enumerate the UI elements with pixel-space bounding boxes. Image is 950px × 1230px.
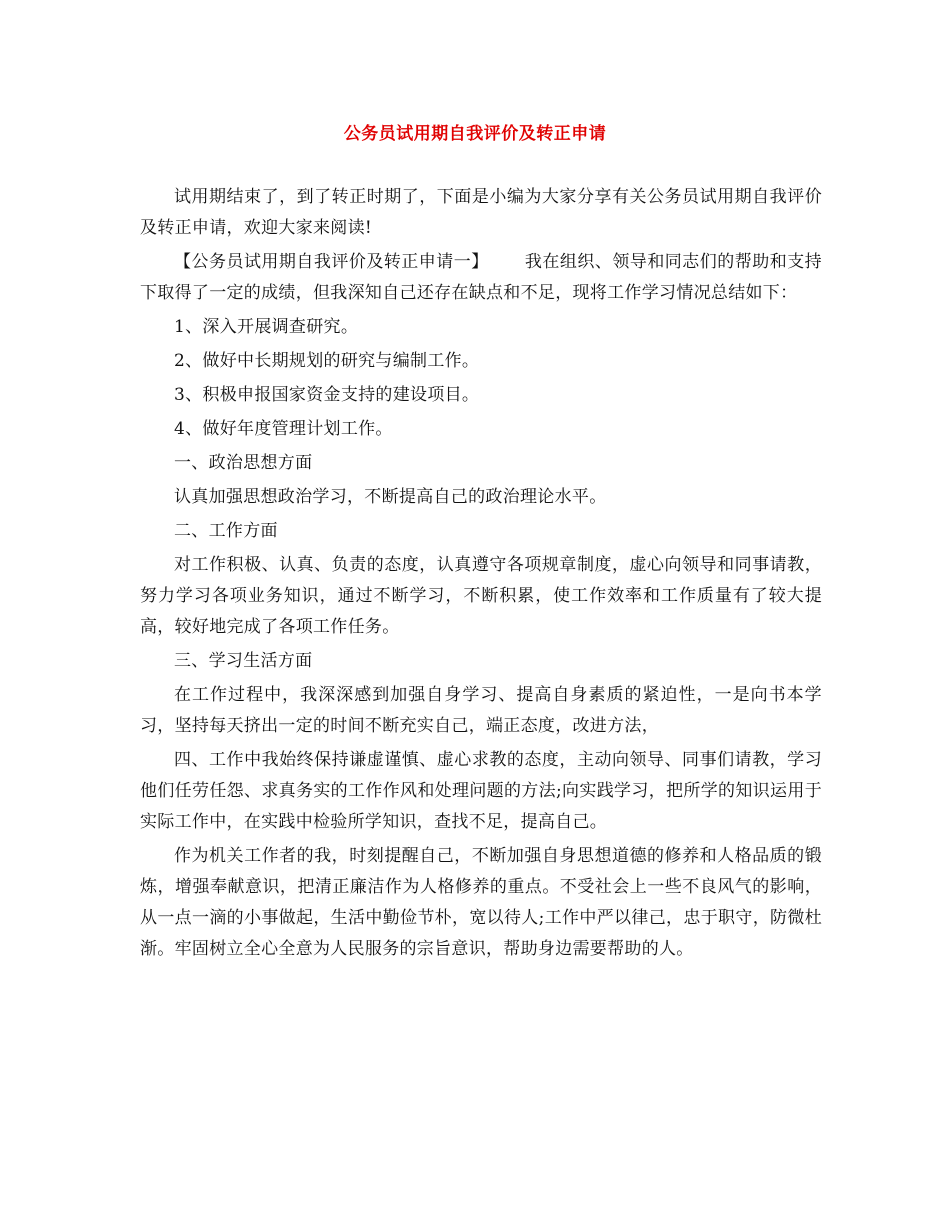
list-item-2: 2、做好中长期规划的研究与编制工作。 [174, 351, 480, 371]
intro-paragraph: 试用期结束了，到了转正时期了，下面是小编为大家分享有关公务员试用期自我评价及转正申请，欢迎大家来阅读! [140, 187, 822, 238]
document-body [140, 182, 822, 968]
paragraph-closing: 作为机关工作者的我，时刻提醒自己，不断加强自身思想道德的修养和人格品质的锻炼，增强奉献意识，把清正廉洁作为人格修养的重点。不受社会上一些不良风气的影响，从一点一滴的小事做起，生活中勤俭节朴，宽以待人;工作中严以律己，忠于职守，防微杜渐。牢固树立全心全意为人民服务的宗旨意识，帮助身边需要帮助的人。 [140, 846, 822, 959]
list-item-1: 1、深入开展调查研究。 [174, 317, 359, 337]
paragraph-politics: 认真加强思想政治学习，不断提高自己的政治理论水平。 [174, 487, 607, 507]
paragraph-four: 四、工作中我始终保持谦虚谨慎、虚心求教的态度，主动向领导、同事们请教，学习他们任劳任怨、求真务实的工作作风和处理问题的方法;向实践学习，把所学的知识运用于实际工作中，在实践中检验所学知识，查找不足，提高自己。 [140, 750, 822, 832]
section-heading-politics: 一、政治思想方面 [174, 453, 313, 473]
section-one-paragraph [140, 247, 822, 309]
paragraph-work: 对工作积极、认真、负责的态度，认真遵守各项规章制度，虚心向领导和同事请教，努力学习各项业务知识，通过不断学习，不断积累，使工作效率和工作质量有了较大提高，较好地完成了各项工作任务。 [140, 555, 822, 637]
list-item-3: 3、积极申报国家资金支持的建设项目。 [174, 385, 480, 405]
section-heading-work: 二、工作方面 [174, 521, 278, 541]
section-heading-study: 三、学习生活方面 [174, 651, 313, 671]
document-title: 公务员试用期自我评价及转正申请 [343, 124, 607, 144]
list-item-4: 4、做好年度管理计划工作。 [174, 419, 393, 439]
paragraph-study: 在工作过程中，我深深感到加强自身学习、提高自身素质的紧迫性，一是向书本学习，坚持每天挤出一定的时间不断充实自己，端正态度，改进方法， [140, 685, 822, 736]
section-one-text: 我在组织、领导和同志们的帮助和支持下取得了一定的成绩，但我深知自己还存在缺点和不足，现将工作学习情况总结如下： [140, 252, 822, 303]
section-one-heading: 【公务员试用期自我评价及转正申请一】 [174, 252, 489, 272]
